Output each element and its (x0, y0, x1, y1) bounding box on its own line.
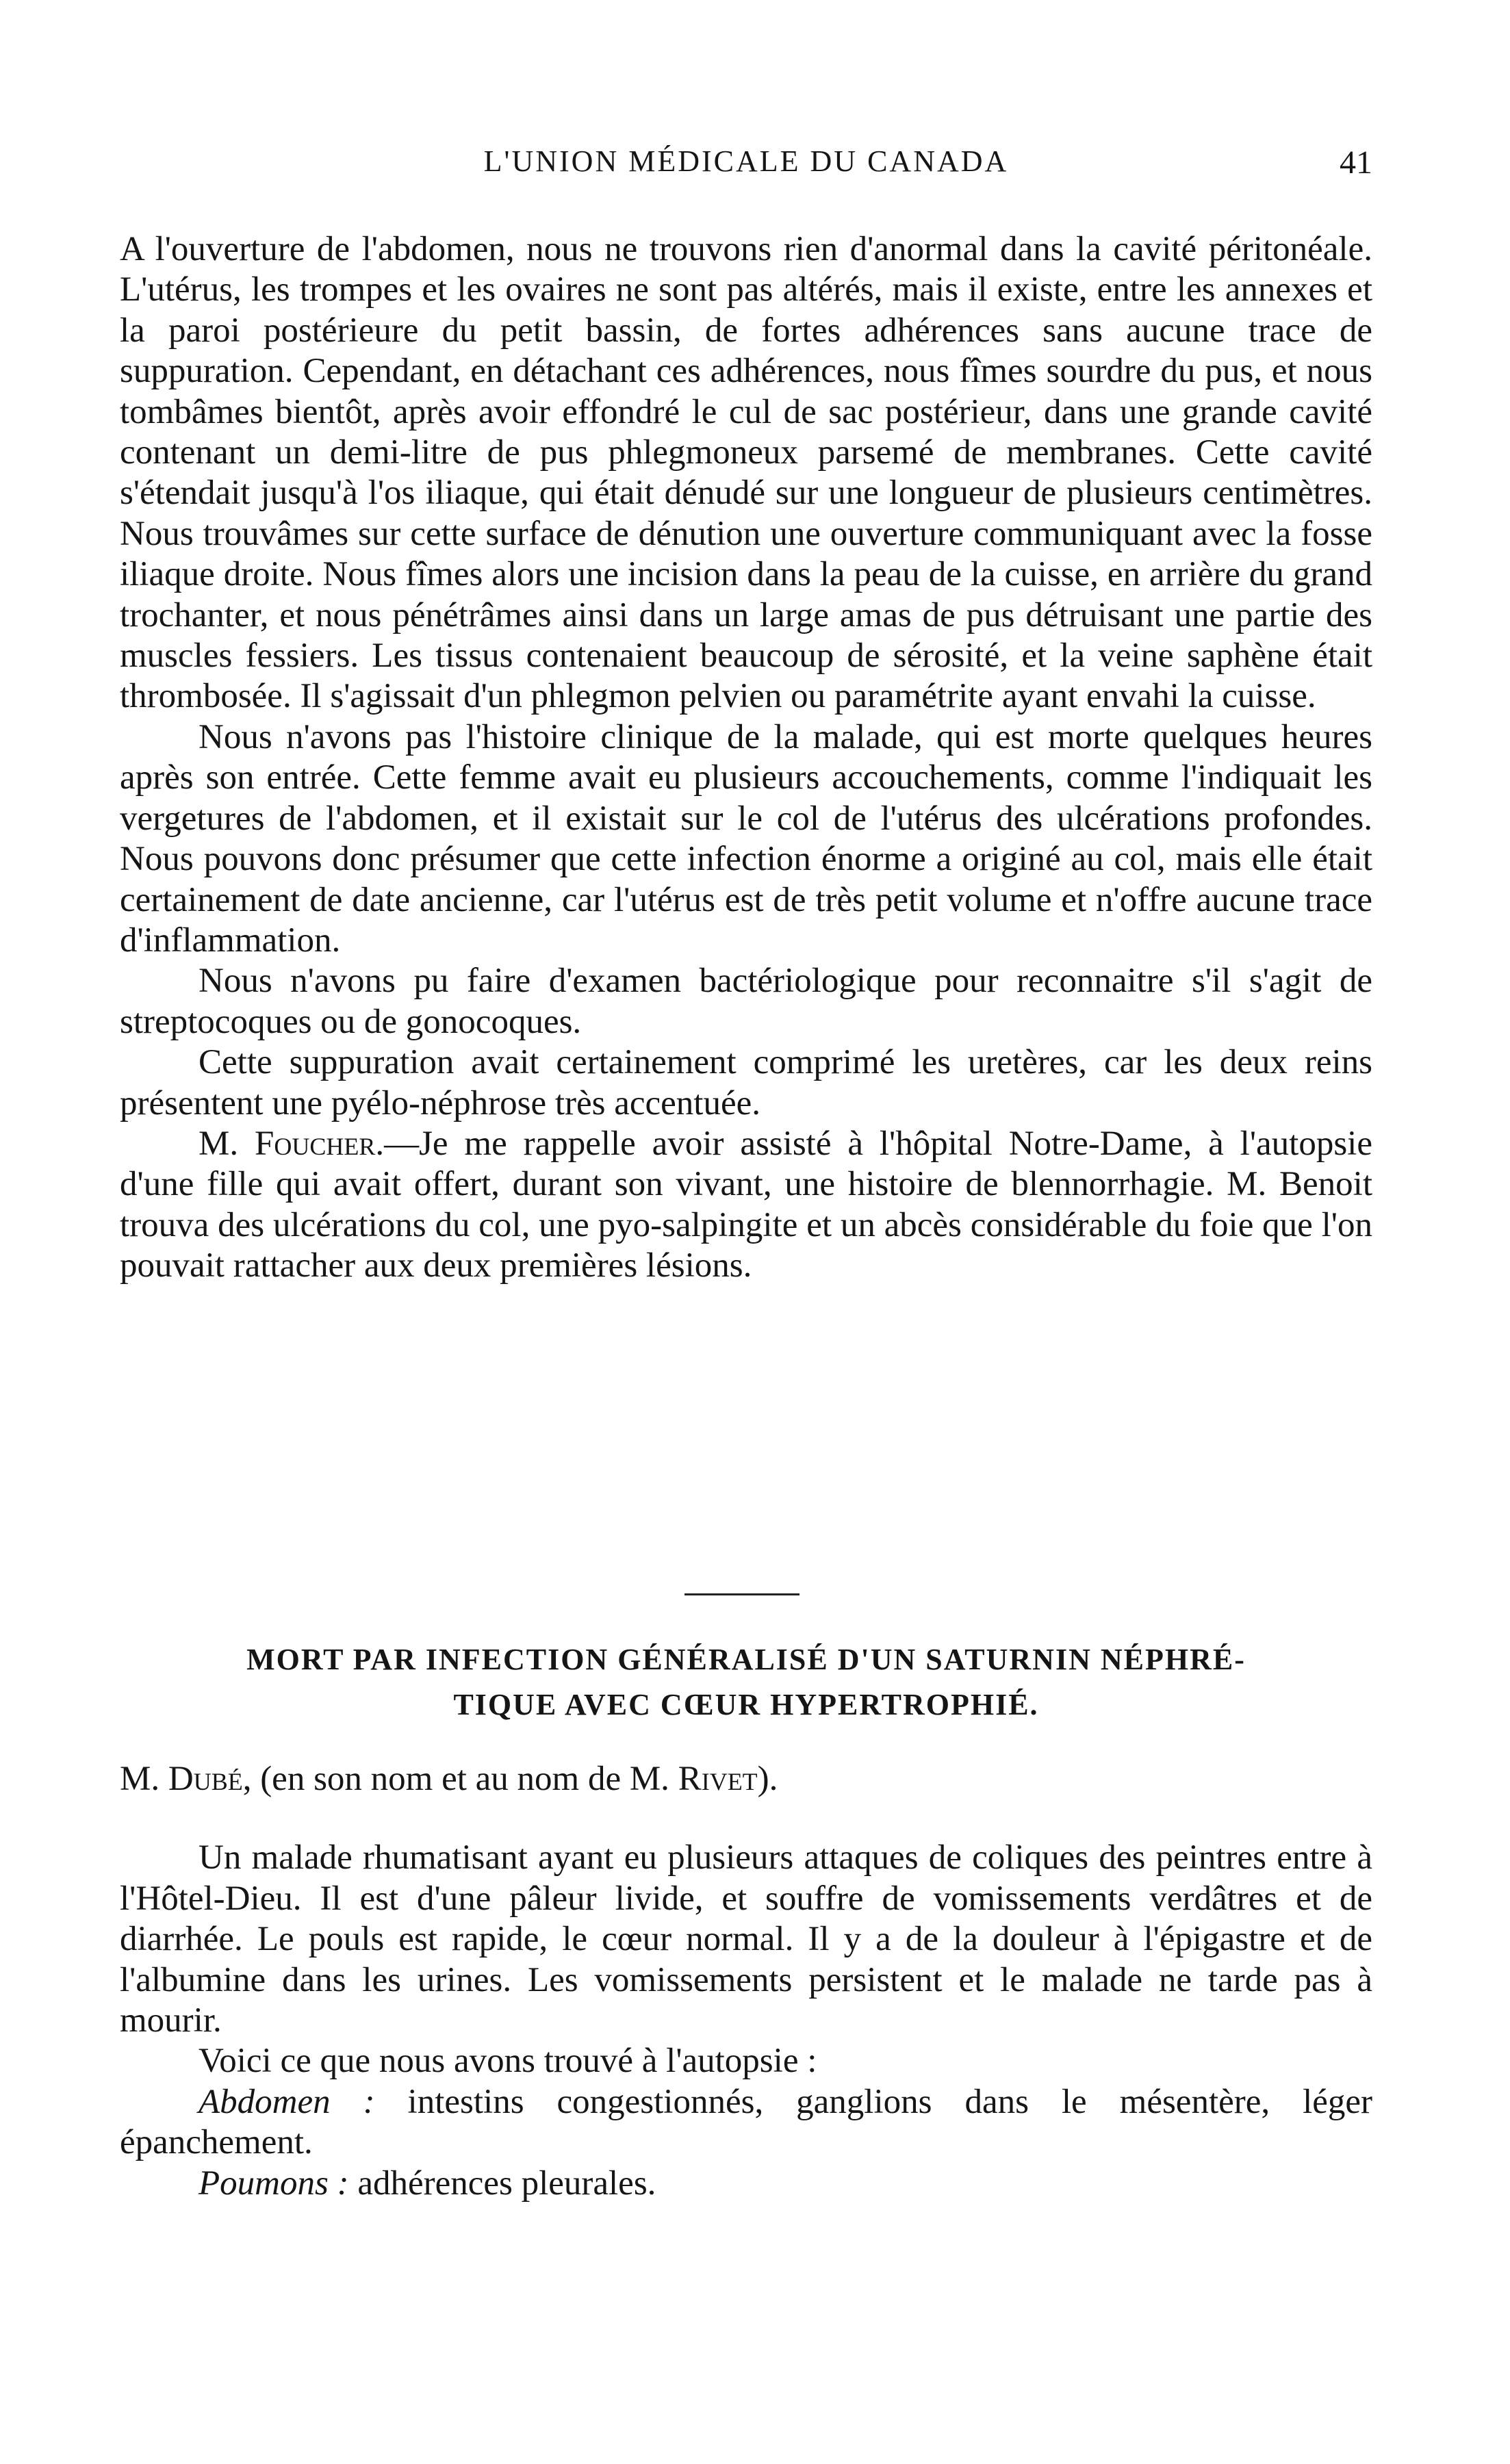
page-header (120, 144, 1372, 192)
author-suffix: ). (757, 1760, 778, 1798)
paragraph-bacteriology: Nous n'avons pu faire d'examen bactériologique pour reconnaitre s'il s'agit de streptocoques ou de gonocoques. (120, 962, 1372, 1041)
section-heading-line-2: TIQUE AVEC CŒUR HYPERTROPHIÉ. (453, 1688, 1039, 1721)
section-heading-line-1: MORT PAR INFECTION GÉNÉRALISÉ D'UN SATURNIN NÉPHRÉ- (246, 1643, 1246, 1676)
paragraph-clinical-history: Nous n'avons pas l'histoire clinique de la malade, qui est morte quelques heures après son entrée. Cette femme avait eu plusieurs accouchements, comme l'indiquait les vergetures de l'abdomen, et il existait sur le col de l'utérus des ulcérations profondes. Nous pouvons donc présumer que cette infection énorme a originé au col, mais elle était certainement de date ancienne, car l'utérus est de très petit volume et n'offre aucune trace d'inflammation. (120, 717, 1372, 960)
abdomen-text: intestins congestionnés, ganglions dans le mésentère, léger épanchement. (120, 2082, 1373, 2162)
paragraph-foucher (120, 1124, 1372, 1287)
abdomen-label: Abdomen : (199, 2082, 375, 2121)
author-line (120, 1759, 1372, 1799)
paragraph-autopsy-intro: Voici ce que nous avons trouvé à l'autopsie : (199, 2042, 817, 2081)
paragraph-autopsy: A l'ouverture de l'abdomen, nous ne trouvons rien d'anormal dans la cavité péritonéale. L'utérus, les trompes et les ovaires ne sont pas altérés, mais il existe, entre les annexes et la paroi postérieure du petit bassin, de fortes adhérences sans aucune trace de suppuration. Cependant, en détachant ces adhérences, nous fîmes sourdre du pus, et nous tombâmes bientôt, après avoir effondré le cul de sac postérieur, dans une grande cavité contenant un demi-litre de pus phlegmoneux parsemé de membranes. Cette cavité s'étendait jusqu'à l'os iliaque, qui était dénudé sur une longueur de plusieurs centimètres. Nous trouvâmes sur cette surface de dénution une ouverture communiquant avec la fosse iliaque droite. Nous fîmes alors une incision dans la peau de la cuisse, en arrière du grand trochanter, et nous pénétrâmes ainsi dans un large amas de pus détruisant une partie des muscles fessiers. Les tissus contenaient beaucoup de sérosité, et la veine saphène était thrombosée. Il s'agissait d'un phlegmon pelvien ou paramétrite ayant envahi la cuisse. (120, 230, 1372, 716)
case-report-text (120, 229, 1372, 1287)
section-body (120, 1759, 1372, 2204)
section-heading (120, 1637, 1372, 1728)
paragraph-patient-history: Un malade rhumatisant ayant eu plusieurs attaques de coliques des peintres entre à l'Hôtel-Dieu. Il est d'une pâleur livide, et souffre de vomissements verdâtres et de diarrhée. Le pouls est rapide, le cœur normal. Il y a de la douleur à l'épigastre et de l'albumine dans les urines. Les vomissements persistent et le malade ne tarde pas à mourir. (120, 1838, 1372, 2040)
author-name: Dubé (168, 1760, 243, 1798)
coauthor-name: Rivet (678, 1760, 758, 1798)
author-middle: , (en son nom et au nom de M. (242, 1760, 678, 1798)
speaker-name: M. Foucher. (199, 1124, 385, 1163)
poumons-label: Poumons : (199, 2164, 349, 2203)
section-divider (684, 1593, 799, 1595)
paragraph-suppuration: Cette suppuration avait certainement comprimé les uretères, car les deux reins présentent une pyélo-néphrose très accentuée. (120, 1043, 1372, 1122)
page-number: 41 (1340, 144, 1372, 181)
foucher-remark: —Je me rappelle avoir assisté à l'hôpital Notre-Dame, à l'autopsie d'une fille qui avait offert, durant son vivant, une histoire de blennorrhagie. M. Benoit trouva des ulcérations du col, une pyo-salpingite et un abcès considérable du foie que l'on pouvait rattacher aux deux premières lésions. (120, 1124, 1372, 1285)
poumons-text: adhérences pleurales. (348, 2164, 656, 2203)
finding-abdomen (120, 2082, 1372, 2164)
author-prefix: M. (120, 1760, 168, 1798)
running-title: L'UNION MÉDICALE DU CANADA (483, 144, 1009, 178)
finding-poumons (120, 2164, 1372, 2204)
